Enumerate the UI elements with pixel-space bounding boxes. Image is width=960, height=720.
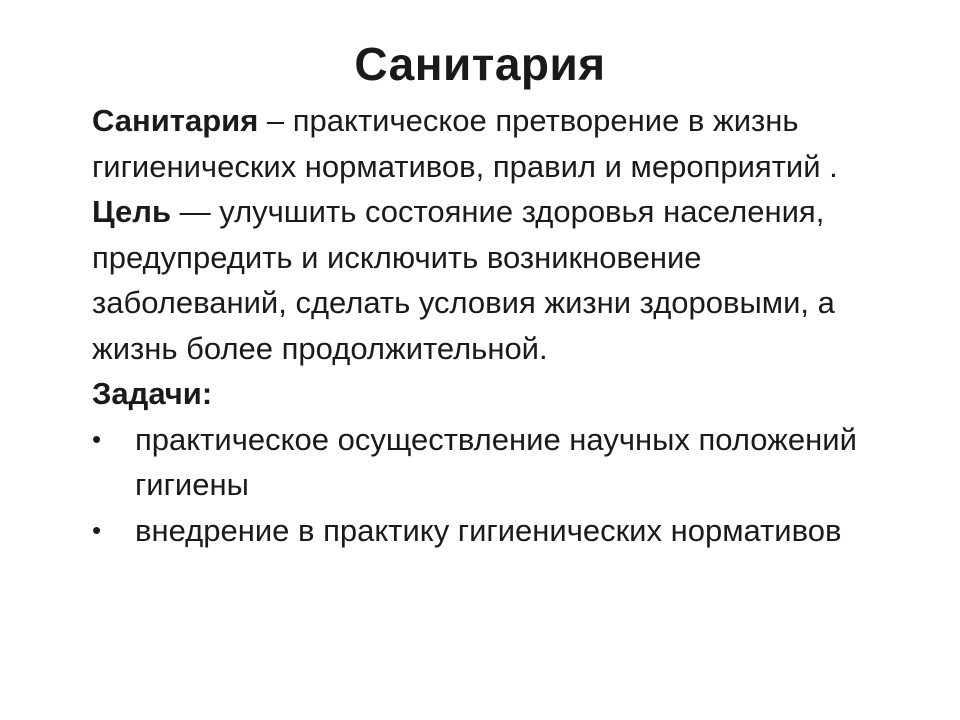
definition-term: Санитария [92,103,259,138]
goal-dash: — [171,194,220,229]
bullet-icon: • [92,514,102,545]
tasks-heading: Задачи: [92,376,213,411]
definition-paragraph [92,98,892,189]
slide-title: Санитария [354,38,606,90]
tasks-list [92,417,892,554]
definition-dash: – [258,103,293,138]
slide-content [92,98,892,553]
goal-paragraph [92,189,892,371]
task-item [92,508,892,554]
definition-text: практическое претворение в жизнь гигиенических нормативов, правил и мероприятий . [92,103,838,184]
task-item [92,417,892,508]
task-text: практическое осуществление научных положений гигиены [135,421,857,502]
task-text: внедрение в практику гигиенических нормативов [135,512,842,548]
bullet-icon: • [92,423,102,454]
goal-term: Цель [92,194,172,229]
goal-text: улучшить состояние здоровья населения, предупредить и исключить возникновение заболеваний, сделать условия жизни здоровыми, а жизнь более продолжительной. [92,194,835,366]
